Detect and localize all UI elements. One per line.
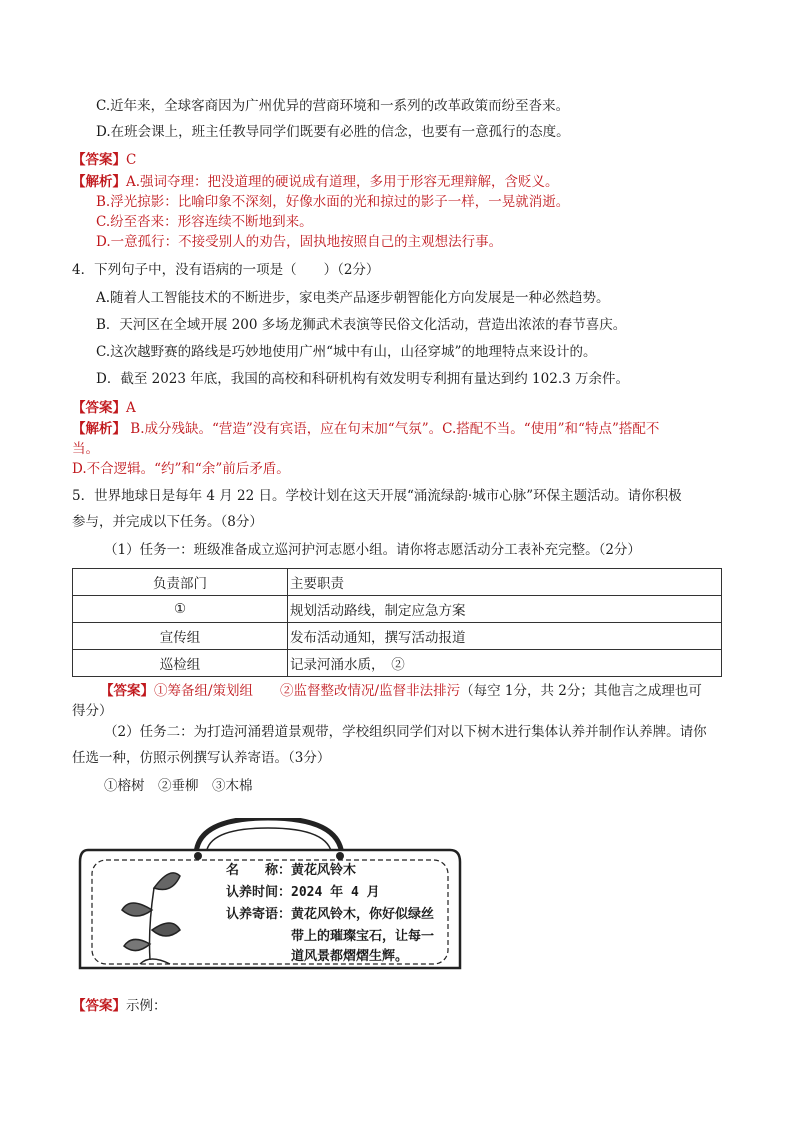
tag-name-row: 名 称：黄花风铃木 [226, 863, 357, 878]
q3-option-c: C.近年来，全球客商因为广州优异的营商环境和一系列的改革政策而纷至沓来。 [96, 98, 570, 114]
q5-task1: （1）任务一：班级准备成立巡河护河志愿小组。请你将志愿活动分工表补充完整。（2分） [104, 542, 641, 558]
q5-task1-answer: 【答案】①筹备组/策划组 ②监督整改情况/监督非法排污（每空 1分，共 2分；其他言之成理也可 [100, 683, 702, 699]
q3-analysis-a: 【解析】A.强词夺理：把没道理的硬说成有道理，多用于形容无理辩解，含贬义。 [72, 174, 559, 190]
analysis-label: 【解析】 [72, 174, 126, 190]
q3-analysis-b: B.浮光掠影：比喻印象不深刻，好像水面的光和掠过的影子一样，一晃就消逝。 [96, 194, 570, 210]
answer-label: 【答案】 [72, 152, 126, 168]
tag-msg-line3: 道风景都熠熠生辉。 [291, 949, 409, 964]
adoption-tag [78, 818, 462, 976]
q5-stem-2: 参与，并完成以下任务。（8分） [72, 514, 263, 530]
answer-value: C [126, 152, 137, 168]
table-header-cell: 负责部门 [73, 569, 288, 596]
q4-analysis-3: D.不合逻辑。“约”和“余”前后矛盾。 [72, 461, 290, 477]
answer-value: ①筹备组/策划组 ②监督整改情况/监督非法排污 [154, 683, 461, 699]
table-cell: 宣传组 [73, 623, 288, 650]
duty-table [72, 568, 722, 677]
q4-option-c: C.这次越野赛的路线是巧妙地使用广州“城中有山，山径穿城”的地理特点来设计的。 [96, 344, 597, 360]
table-cell: 巡检组 [73, 650, 288, 677]
q4-option-d: D．截至 2023 年底，我国的高校和科研机构有效发明专利拥有量达到约 102.3 万余件。 [96, 371, 629, 387]
q5-stem-1: 5．世界地球日是每年 4 月 22 日。学校计划在这天开展“涌流绿韵·城市心脉”环保主题活动。请你积极 [72, 488, 682, 504]
q3-option-d: D.在班会课上，班主任教导同学们既要有必胜的信念，也要有一意孤行的态度。 [96, 124, 570, 140]
table-cell: 规划活动路线，制定应急方案 [288, 596, 722, 623]
q5-task2-answer [72, 996, 167, 1016]
answer-label: 【答案】 [72, 400, 126, 416]
table-cell: 记录河涌水质， ② [288, 650, 722, 677]
table-row [73, 623, 722, 650]
q5-task2-2: 任选一种，仿照示例撰写认养寄语。（3分） [72, 750, 331, 766]
table-header-row [73, 569, 722, 596]
analysis-label: 【解析】 [72, 421, 126, 437]
tag-msg-row: 认养寄语：黄花风铃木，你好似绿丝 [226, 907, 435, 922]
table-header-cell: 主要职责 [288, 569, 722, 596]
answer-value: 示例： [126, 998, 167, 1014]
answer-value: A [126, 400, 136, 416]
q4-answer [72, 398, 136, 418]
answer-label: 【答案】 [100, 683, 154, 699]
table-row [73, 650, 722, 677]
tag-time-row: 认养时间：2024 年 4 月 [226, 885, 380, 900]
q3-answer [72, 150, 136, 170]
table-row [73, 596, 722, 623]
q3-analysis-d: D.一意孤行：不接受别人的劝告，固执地按照自己的主观想法行事。 [96, 234, 503, 250]
table-cell: 发布活动通知，撰写活动报道 [288, 623, 722, 650]
q4-analysis-1: 【解析】 B.成分残缺。“营造”没有宾语，应在句末加“气氛”。C.搭配不当。“使用”和“特点”搭配不 [72, 421, 660, 437]
table-cell: ① [73, 596, 288, 623]
answer-label: 【答案】 [72, 998, 126, 1014]
q4-option-a: A.随着人工智能技术的不断进步，家电类产品逐步朝智能化方向发展是一种必然趋势。 [96, 290, 610, 306]
q5-task1-answer-tail: 得分） [72, 703, 113, 719]
tree-options: ①榕树 ②垂柳 ③木棉 [104, 778, 253, 794]
tag-msg-line2: 带上的璀璨宝石，让每一 [291, 929, 435, 944]
q3-analysis-c: C.纷至沓来：形容连续不断地到来。 [96, 214, 313, 230]
q5-task2-1: （2）任务二：为打造河涌碧道景观带，学校组织同学们对以下树木进行集体认养并制作认养牌。请你 [104, 724, 707, 740]
q4-stem: 4．下列句子中，没有语病的一项是（ ）（2分） [72, 262, 380, 278]
q4-option-b: B．天河区在全域开展 200 多场龙狮武术表演等民俗文化活动，营造出浓浓的春节喜庆。 [96, 317, 627, 333]
q4-analysis-2: 当。 [72, 441, 99, 457]
